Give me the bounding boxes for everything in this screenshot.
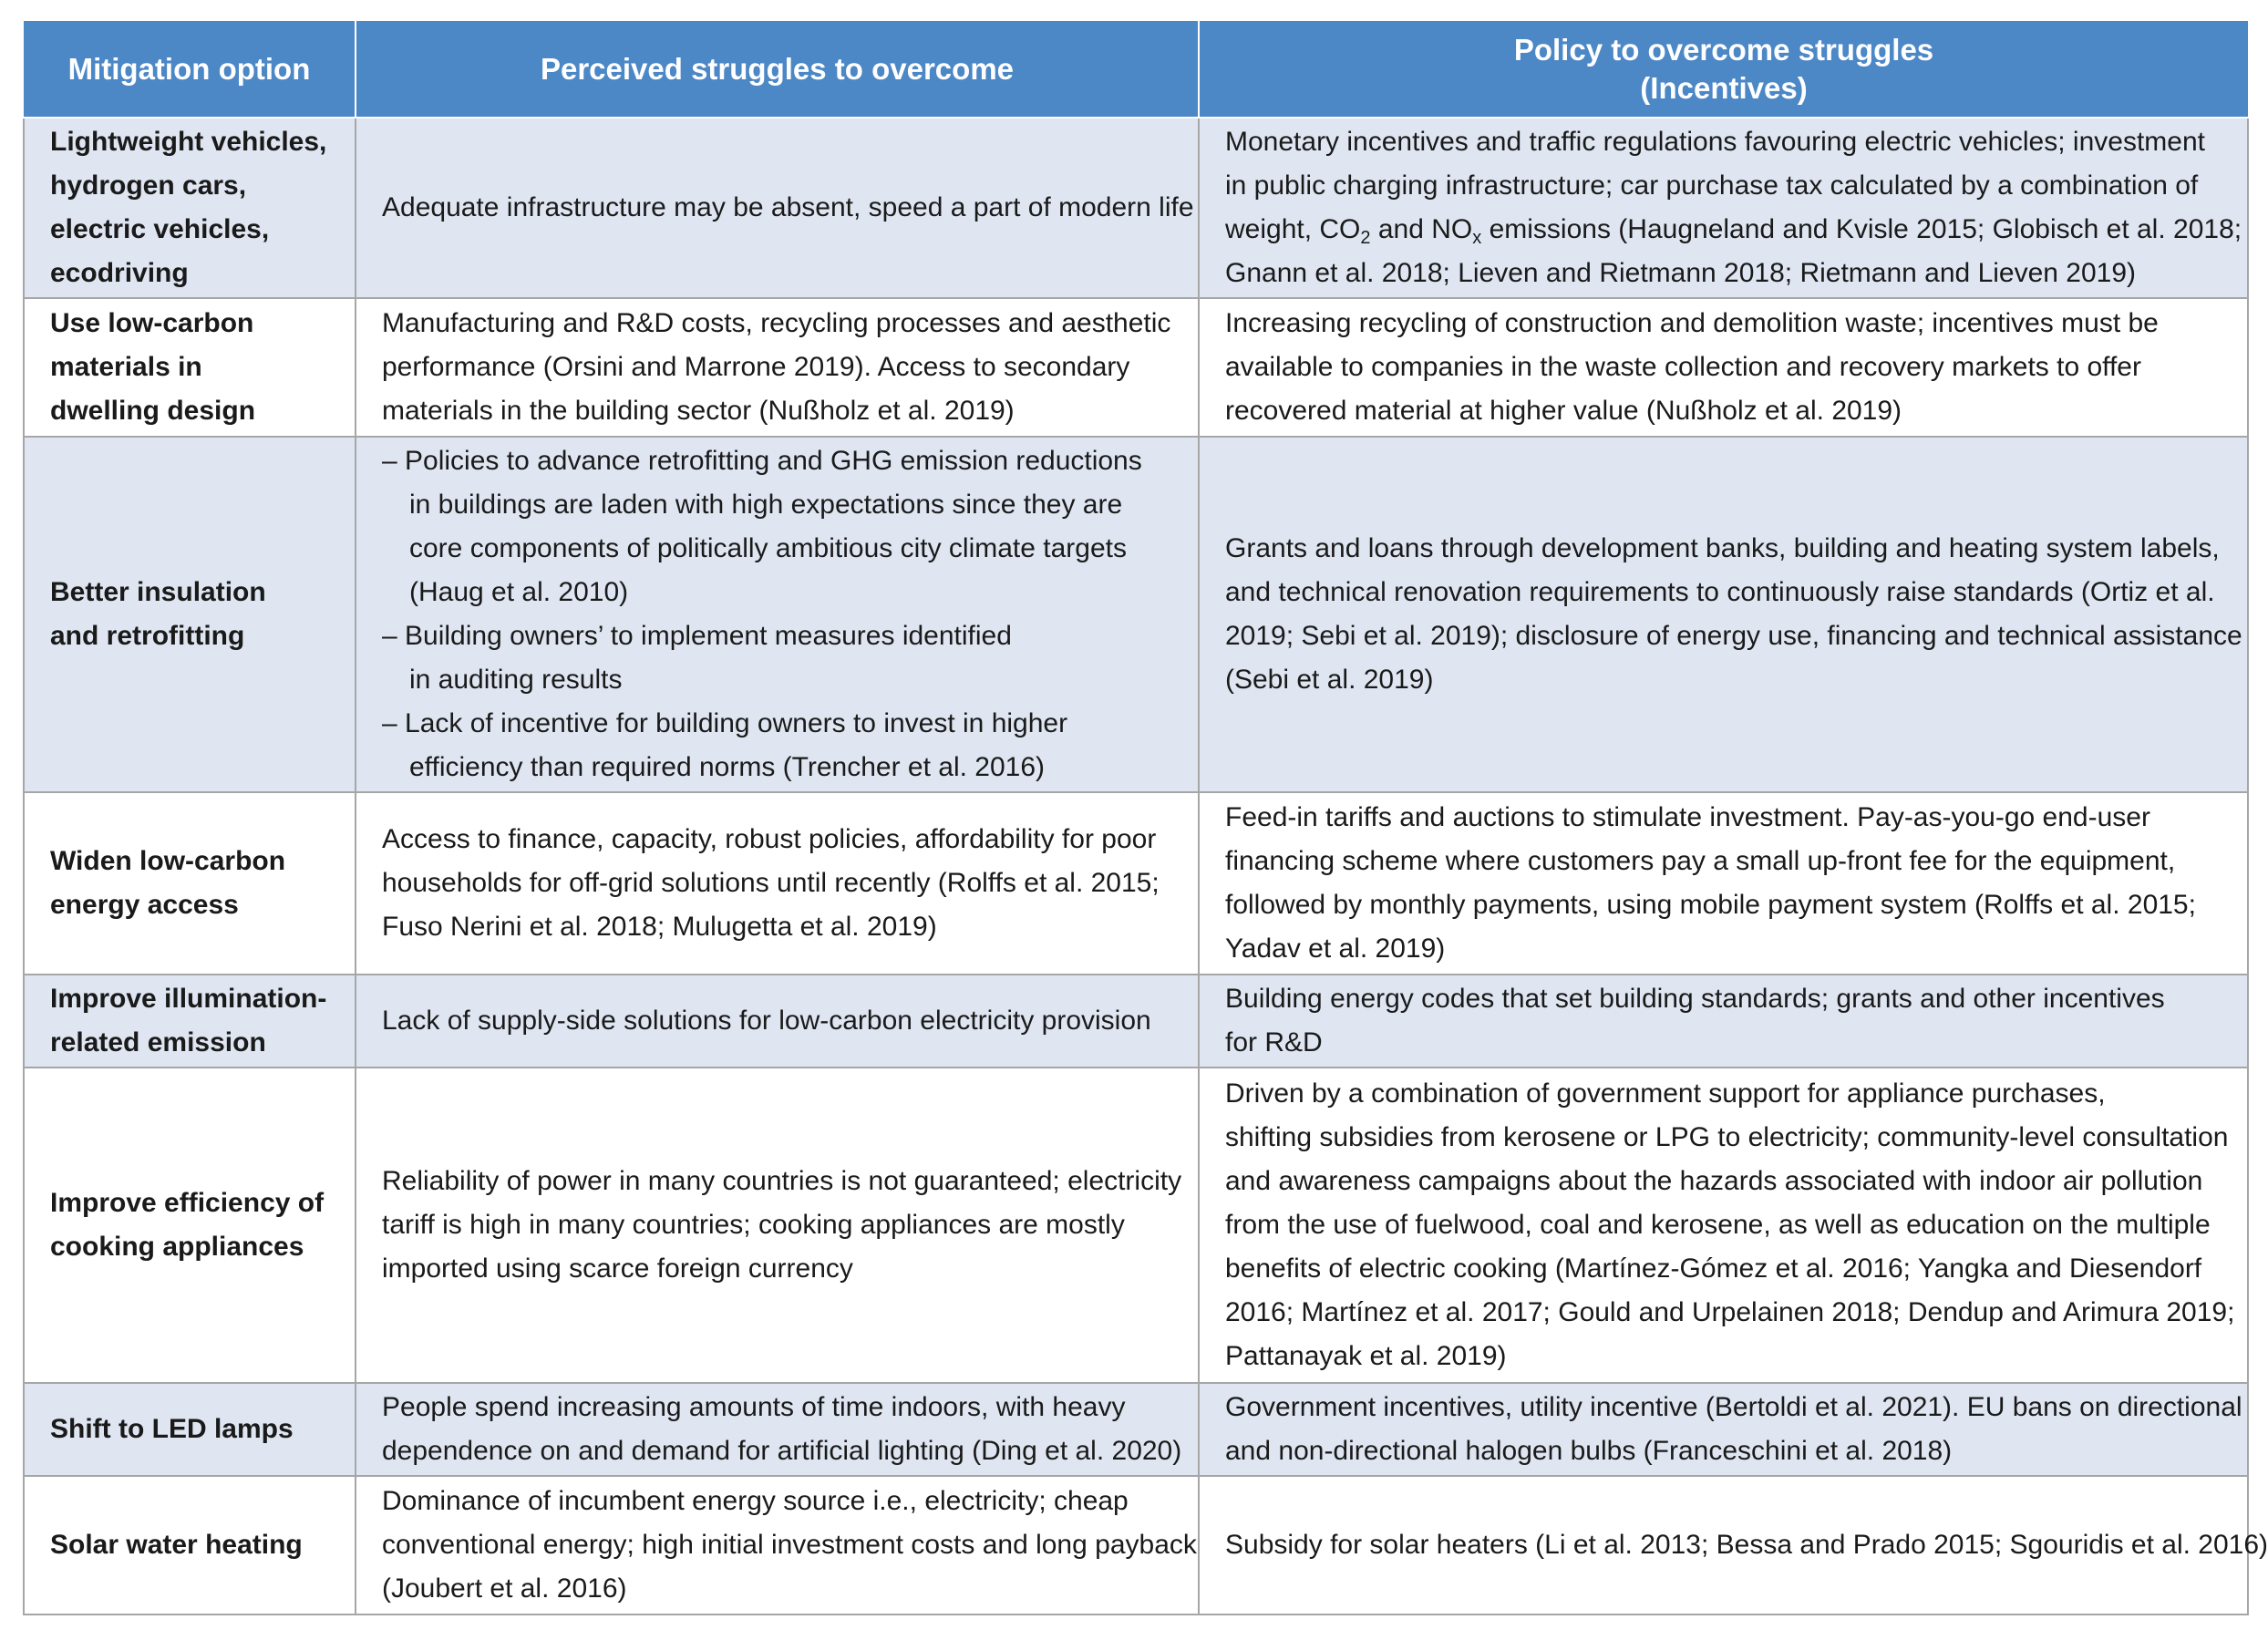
policy-cell: Feed-in tariffs and auctions to stimulate investment. Pay-as-you-go end-user financing scheme where customers pay a small up-front fee for the equipment, followed by monthly payments, using mobile payment system (Rolffs et al. 2015; Yadav et al. 2019): [1199, 792, 2248, 975]
mitigation-option-cell: Use low-carbon materials in dwelling design: [24, 298, 356, 437]
table-row: [24, 975, 2248, 1068]
policy-cell: Subsidy for solar heaters (Li et al. 2013; Bessa and Prado 2015; Sgouridis et al. 2016): [1199, 1476, 2248, 1615]
struggles-cell: Lack of supply-side solutions for low-carbon electricity provision: [356, 975, 1199, 1068]
table-row: [24, 792, 2248, 975]
policy-cell: Grants and loans through development banks, building and heating system labels, and technical renovation requirements to continuously raise standards (Ortiz et al. 2019; Sebi et al. 2019); disclosure of energy use, financing and technical assistance (Sebi et al. 2019): [1199, 437, 2248, 792]
mitigation-option-cell: Lightweight vehicles, hydrogen cars, electric vehicles, ecodriving: [24, 118, 356, 298]
table-row: [24, 118, 2248, 298]
mitigation-option-cell: Shift to LED lamps: [24, 1383, 356, 1476]
header-policy: Policy to overcome struggles (Incentives): [1199, 21, 2248, 118]
policy-cell: Building energy codes that set building standards; grants and other incentives for R&D: [1199, 975, 2248, 1068]
table-row: [24, 298, 2248, 437]
mitigation-option-cell: Widen low-carbon energy access: [24, 792, 356, 975]
table-row: [24, 1383, 2248, 1476]
header-row: [24, 21, 2248, 118]
mitigation-option-cell: Better insulation and retrofitting: [24, 437, 356, 792]
header-mitigation-option: Mitigation option: [24, 21, 356, 118]
struggles-cell: Reliability of power in many countries is not guaranteed; electricity tariff is high in many countries; cooking appliances are mostly imported using scarce foreign currency: [356, 1068, 1199, 1383]
header-perceived-struggles: Perceived struggles to overcome: [356, 21, 1199, 118]
mitigation-policy-table: [23, 21, 2268, 1615]
table-row: [24, 1476, 2248, 1615]
policy-cell: Government incentives, utility incentive (Bertoldi et al. 2021). EU bans on directional and non-directional halogen bulbs (Franceschini et al. 2018): [1199, 1383, 2248, 1476]
mitigation-option-cell: Improve efficiency of cooking appliances: [24, 1068, 356, 1383]
struggles-cell: – Policies to advance retrofitting and GHG emission reductions in buildings are laden with high expectations since they are core components of politically ambitious city climate targets (Haug et al. 2010) – Building owners’ to implement measures identified in auditing results – Lack of incentive for building owners to invest in higher efficiency than required norms (Trencher et al. 2016): [356, 437, 1199, 792]
struggles-cell: Access to finance, capacity, robust policies, affordability for poor households for off-grid solutions until recently (Rolffs et al. 2015; Fuso Nerini et al. 2018; Mulugetta et al. 2019): [356, 792, 1199, 975]
struggles-cell: People spend increasing amounts of time indoors, with heavy dependence on and demand for artificial lighting (Ding et al. 2020): [356, 1383, 1199, 1476]
mitigation-option-cell: Solar water heating: [24, 1476, 356, 1615]
struggles-cell: Manufacturing and R&D costs, recycling processes and aesthetic performance (Orsini and Marrone 2019). Access to secondary materials in the building sector (Nußholz et al. 2019): [356, 298, 1199, 437]
policy-cell: Increasing recycling of construction and demolition waste; incentives must be available to companies in the waste collection and recovery markets to offer recovered material at higher value (Nußholz et al. 2019): [1199, 298, 2248, 437]
table-row: [24, 437, 2248, 792]
struggles-cell: Dominance of incumbent energy source i.e., electricity; cheap conventional energy; high initial investment costs and long payback (Joubert et al. 2016): [356, 1476, 1199, 1615]
table-row: [24, 1068, 2248, 1383]
struggles-cell: Adequate infrastructure may be absent, speed a part of modern life: [356, 118, 1199, 298]
policy-cell: Monetary incentives and traffic regulations favouring electric vehicles; investment in public charging infrastructure; car purchase tax calculated by a combination of weight, $CO_2$ and $NO_x$ emissions (Haugneland and Kvisle 2015; Globisch et al. 2018; Gnann et al. 2018; Lieven and Rietmann 2018; Rietmann and Lieven 2019): [1199, 118, 2248, 298]
mitigation-option-cell: Improve illumination- related emission: [24, 975, 356, 1068]
policy-cell: Driven by a combination of government support for appliance purchases, shifting subsidies from kerosene or LPG to electricity; community-level consultation and awareness campaigns about the hazards associated with indoor air pollution from the use of fuelwood, coal and kerosene, as well as education on the multiple benefits of electric cooking (Martínez-Gómez et al. 2016; Yangka and Diesendorf 2016; Martínez et al. 2017; Gould and Urpelainen 2018; Dendup and Arimura 2019; Pattanayak et al. 2019): [1199, 1068, 2248, 1383]
